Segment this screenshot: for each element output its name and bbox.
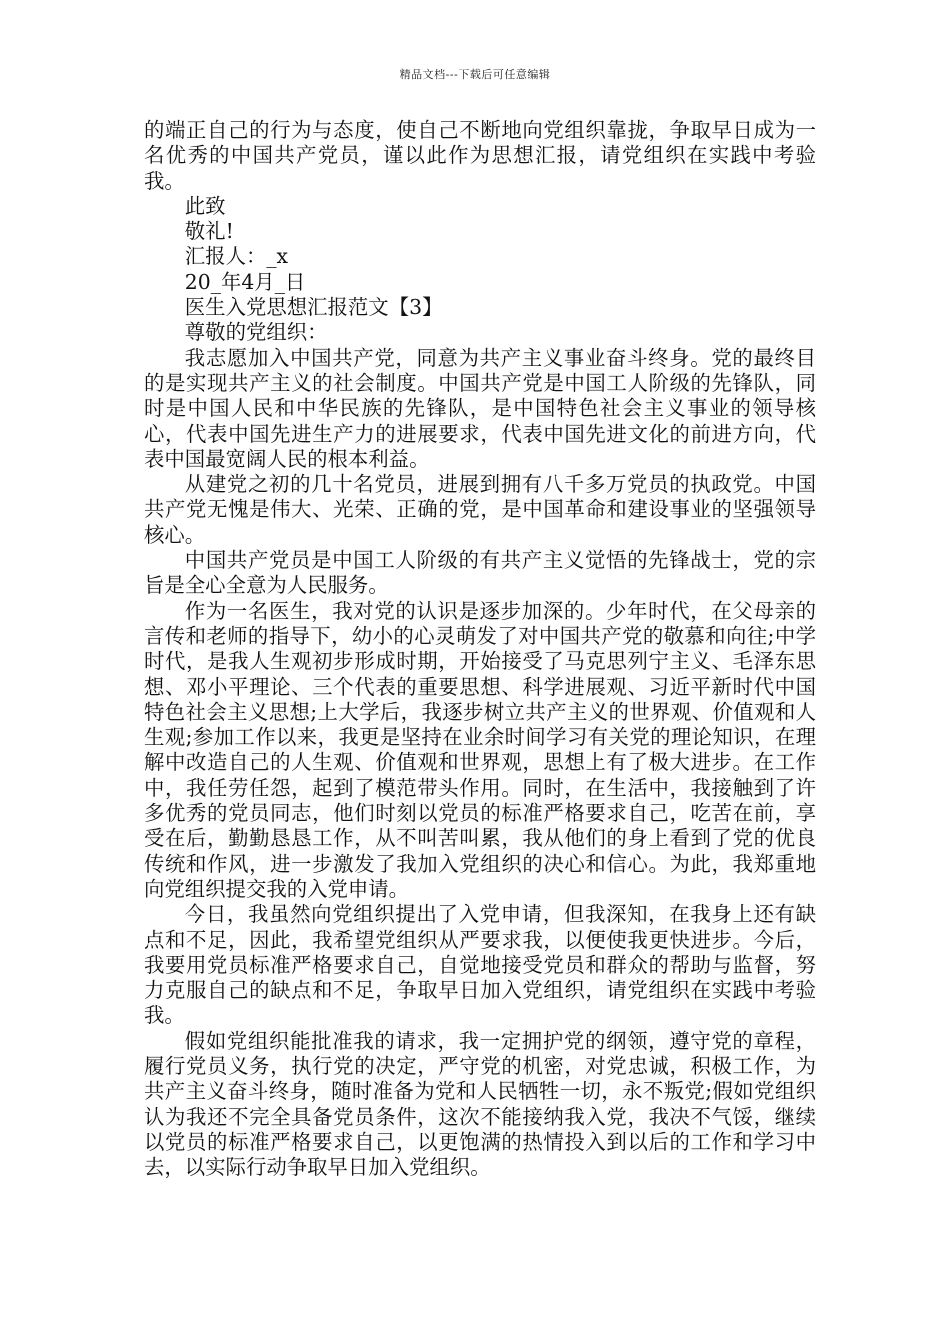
paragraph-10: 中国共产党员是中国工人阶级的有共产主义觉悟的先锋战士，党的宗旨是全心全意为人民服务。 — [144, 548, 816, 598]
paragraph-12: 今日，我虽然向党组织提出了入党申请，但我深知，在我身上还有缺点和不足，因此，我希望党组织从严要求我，以便使我更快进步。今后，我要用党员标准严格要求自己，自觉地接受党员和群众的帮助与监督，努力克服自己的缺点和不足，争取早日加入党组织，请党组织在实践中考验我。 — [144, 902, 816, 1028]
document-body — [144, 118, 816, 1180]
paragraph-1: 的端正自己的行为与态度，使自己不断地向党组织靠拢，争取早日成为一名优秀的中国共产党员，谨以此作为思想汇报，请党组织在实践中考验我。 — [144, 118, 816, 193]
reporter-line: 汇报人：_x — [184, 244, 289, 269]
greeting-line: 尊敬的党组织： — [184, 320, 328, 345]
date-line: 20_年4月_日 — [184, 269, 306, 294]
page-header: 精品文档---下载后可任意编辑 — [399, 68, 551, 81]
paragraph-8: 我志愿加入中国共产党，同意为共产主义事业奋斗终身。党的最终目的是实现共产主义的社会制度。中国共产党是中国工人阶级的先锋队，同时是中国人民和中华民族的先锋队，是中国特色社会主义事业的领导核心，代表中国先进生产力的进展要求，代表中国先进文化的前进方向，代表中国最宽阔人民的根本利益。 — [144, 345, 816, 471]
paragraph-13: 假如党组织能批准我的请求，我一定拥护党的纲领，遵守党的章程，履行党员义务，执行党的决定，严守党的机密，对党忠诚，积极工作，为共产主义奋斗终身，随时准备为党和人民牺牲一切，永不叛党;假如党组织认为我还不完全具备党员条件，这次不能接纳我入党，我决不气馁，继续以党员的标准严格要求自己，以更饱满的热情投入到以后的工作和学习中去，以实际行动争取早日加入党组织。 — [144, 1028, 816, 1180]
section-title: 医生入党思想汇报范文【3】 — [184, 295, 443, 320]
paragraph-11: 作为一名医生，我对党的认识是逐步加深的。少年时代，在父母亲的言传和老师的指导下，幼小的心灵萌发了对中国共产党的敬慕和向往;中学时代，是我人生观初步形成时期，开始接受了马克思列宁主义、毛泽东思想、邓小平理论、三个代表的重要思想、科学进展观、习近平新时代中国特色社会主义思想;上大学后，我逐步树立共产主义的世界观、价值观和人生观;参加工作以来，我更是坚持在业余时间学习有关党的理论知识，在理解中改造自己的人生观、价值观和世界观，思想上有了极大进步。在工作中，我任劳任怨，起到了模范带头作用。同时，在生活中，我接触到了许多优秀的党员同志，他们时刻以党员的标准严格要求自己，吃苦在前，享受在后，勤勤恳恳工作，从不叫苦叫累，我从他们的身上看到了党的优良传统和作风，进一步激发了我加入党组织的决心和信心。为此，我郑重地向党组织提交我的入党申请。 — [144, 598, 816, 901]
paragraph-9: 从建党之初的几十名党员，进展到拥有八千多万党员的执政党。中国共产党无愧是伟大、光荣、正确的党，是中国革命和建设事业的坚强领导核心。 — [144, 472, 816, 547]
closing-regards: 敬礼! — [184, 219, 234, 244]
closing-salutation: 此致 — [184, 193, 226, 218]
